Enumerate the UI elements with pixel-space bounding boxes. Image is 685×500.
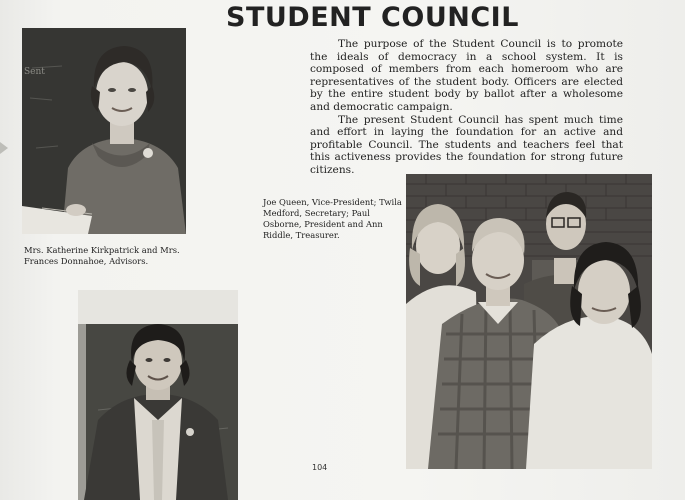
page-title: STUDENT COUNCIL: [226, 2, 519, 33]
officers-group-photo: [406, 174, 652, 469]
advisor-photo-1: [22, 28, 186, 234]
caption-officers: Joe Queen, Vice-President; Twila Medford, Secretary; Paul Osborne, President and Ann Riddle, Treasurer.: [263, 197, 402, 240]
page-edge-mark: [0, 142, 8, 154]
article-paragraph-1: The purpose of the Student Council is to promote the ideals of democracy in a school system. It is composed of members from each homeroom who are representatives of the student body. Officers are elected by the entire student body by ballot after a wholesome and democratic campaign.: [310, 38, 623, 113]
article-paragraph-2: The present Student Council has spent much time and effort in laying the foundation for an active and profitable Council. The students and teachers feel that this activeness provides the foundation for strong future citizens.: [310, 113, 623, 176]
advisor-photo-2: [78, 290, 238, 500]
article-body: [310, 38, 623, 177]
chalk-writing: Sent: [24, 67, 45, 77]
caption-advisors: Mrs. Katherine Kirkpatrick and Mrs. Frances Donnahoe, Advisors.: [24, 245, 180, 266]
page-number: 104: [312, 463, 328, 472]
